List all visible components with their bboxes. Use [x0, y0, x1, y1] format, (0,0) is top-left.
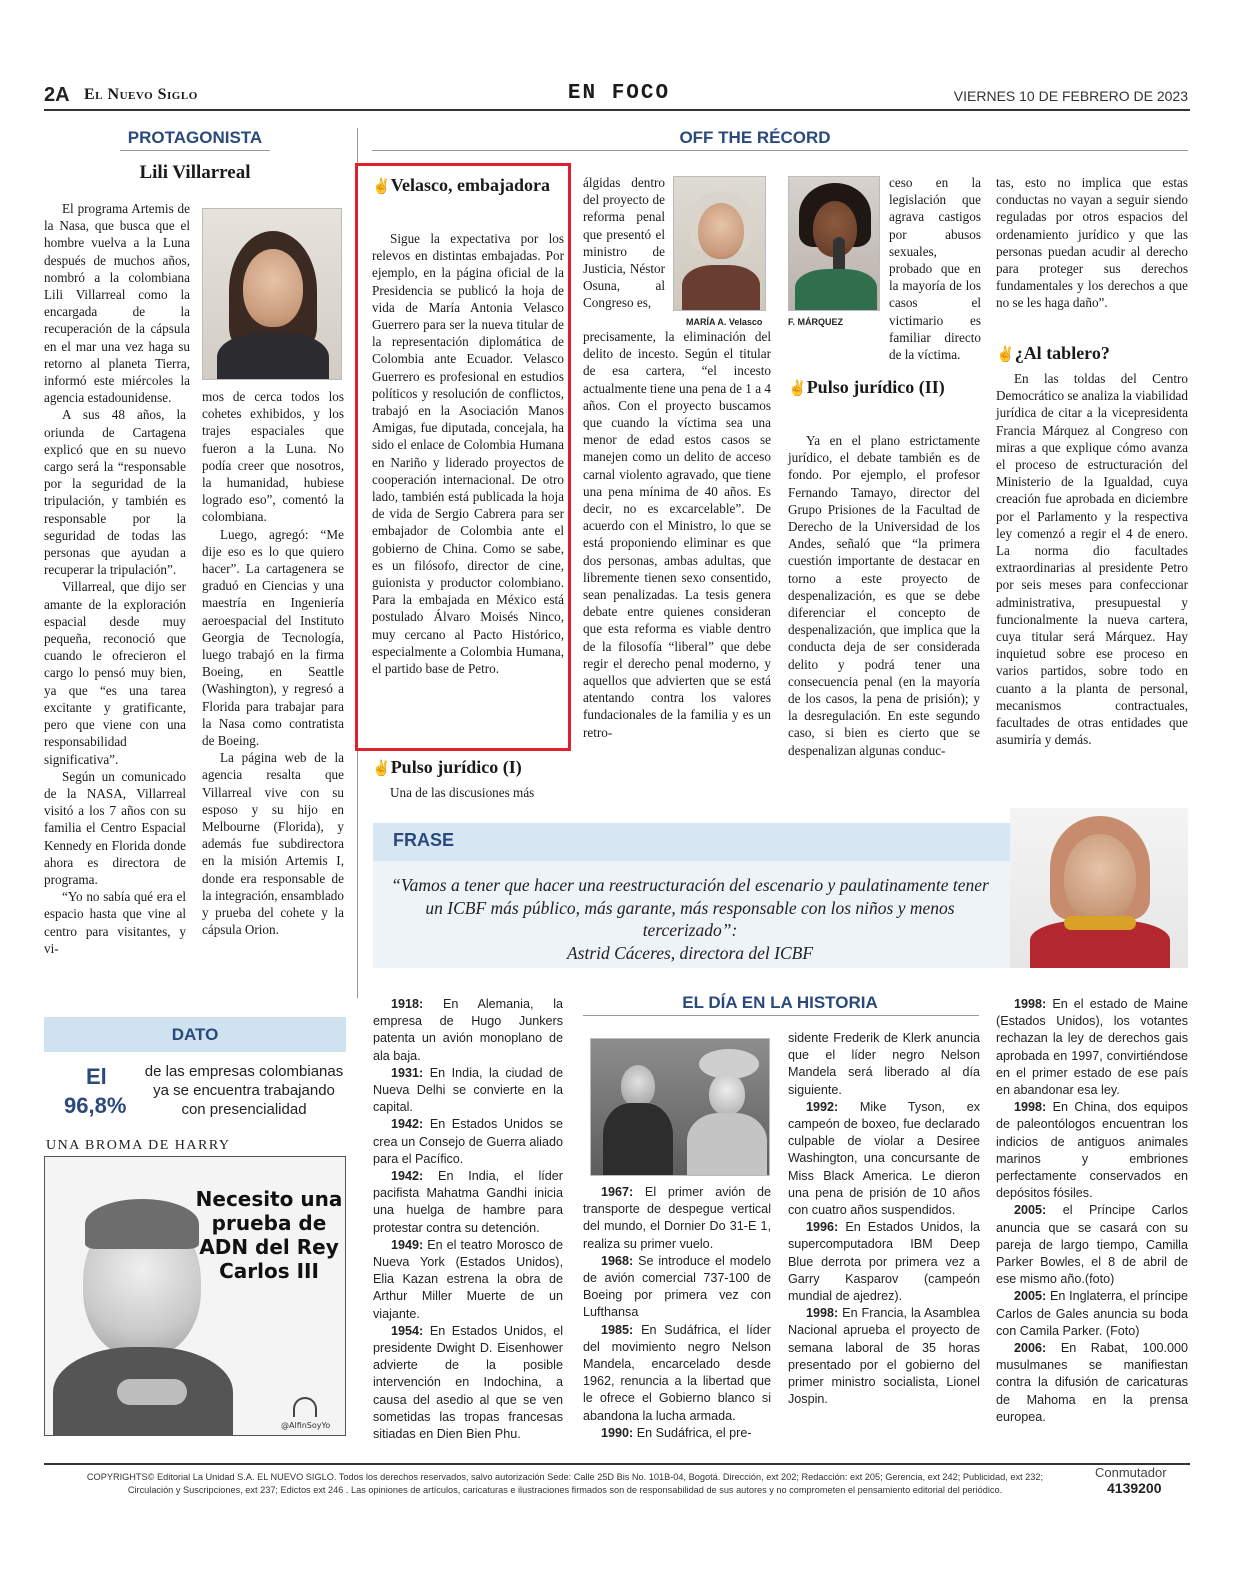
- historia-entry: [583, 1253, 771, 1322]
- protagonista-p8: La página web de la agencia resalta que Villarreal vive con su esposo y su hijo en Melbourne (Florida), y además fue subdirectora en la misión Artemis I, donde era responsable de la integración, ensamblado y prueba del cohete y la cápsula Orion.: [202, 750, 344, 938]
- historia-entry: [373, 1237, 563, 1323]
- historia-year: 1968:: [601, 1253, 634, 1268]
- historia-entry: [373, 1065, 563, 1117]
- historia-entry: [583, 1184, 771, 1253]
- offrecord-col2-text: precisamente, la eliminación del delito de incesto. Según el titular de esa cartera, “el incesto actualmente tiene una pena de 1 a 4 años. Con el proyecto buscamos que cuando la víctima sea una menor de edad estos casos se manejen como un delito de acceso carnal violento agravado, que tiene una pena mínima de 40 años. Es decir, no es excarcelable”. De acuerdo con el Ministro, lo que se está proponiendo eliminar es que dos personas, ambas adultas, que libremente tienen sexo consentido, sean penalizadas. La tesis genera debate entre quienes consideran que esta reforma es viable dentro de la filosofía “liberal” que debe regir el derecho penal moderno, y aquellos que advierten que se está atentando contra los valores fundacionales de la familia y es un retro-: [583, 329, 771, 740]
- historia-text: El primer avión de transporte de despegue vertical del mundo, el Dornier Do 31-E 1, realiza su primer vuelo.: [583, 1185, 772, 1251]
- off-record-underline: [372, 150, 1188, 151]
- victory-hand-icon: ✌: [372, 761, 391, 777]
- historia-entry: [996, 1099, 1188, 1202]
- historia-label: EL DÍA EN LA HISTORIA: [682, 993, 878, 1012]
- historia-year: 1990:: [601, 1425, 634, 1440]
- victory-hand-icon: ✌: [372, 179, 391, 195]
- protagonista-p4: Según un comunicado de la NASA, Villarreal visitó a los 7 años con su familia el Centro Espacial Kennedy en Florida donde ahora es directora de programa.: [44, 768, 186, 887]
- caceres-photo: [1010, 808, 1188, 968]
- historia-entry: [373, 1168, 563, 1237]
- historia-text: En el estado de Maine (Estados Unidos), los votantes rechazan la ley de derechos gais aprobada en 1997, convirtiéndose en el primer estado de ese país en abandonar esa ley.: [996, 997, 1188, 1098]
- frase-author: Astrid Cáceres, directora del ICBF: [566, 942, 814, 963]
- cartoon-speech: Necesito una prueba de ADN del Rey Carlos III: [195, 1187, 343, 1283]
- historia-text: En India, la ciudad de Nueva Delhi se convierte en la capital.: [373, 1065, 563, 1115]
- protagonista-col1: [44, 200, 190, 957]
- cartoon-signature-icon: [293, 1397, 317, 1417]
- footer-rule: [44, 1463, 1190, 1465]
- protagonista-p5: “Yo no sabía qué era el espacio hasta que vine al centro para visitantes, y vi-: [44, 889, 186, 956]
- victory-hand-icon: ✌: [996, 347, 1015, 363]
- protagonista-p1: El programa Artemis de la Nasa, que busca que el hombre vuelva a la Luna después de muchos años, nombró a la colombiana Lili Villarreal como la encargada de la recuperación de la cápsula en el mar una vez haga su retorno al planeta Tierra, informó este miércoles la agencia estadounidense.: [44, 201, 190, 406]
- footer-line2: Circulación y Suscripciones, ext 237; Edictos ext 246 . Las opiniones de artículos, caricaturas e ilustraciones firmados son de responsabilidad de sus autores y no comprometen el pensamiento editorial del periódico.: [127, 1485, 1003, 1495]
- historia-text: el Príncipe Carlos anuncia que se casará con su pareja de largo tiempo, Camilla Parker Bowles, el 8 de abril de ese mismo año.(foto): [996, 1203, 1188, 1287]
- cartoon-illustration: [44, 1156, 346, 1436]
- dato-label: DATO: [171, 1025, 219, 1044]
- cartoon-signature: @AlfinSoyYo: [281, 1421, 331, 1430]
- historia-year: 2005:: [1014, 1203, 1047, 1218]
- offrecord-col3-top-text: ceso en la legislación que agrava castigos por abusos sexuales, probado que en la mayoría de los casos el victimario es familiar directo de la víctima.: [889, 175, 981, 363]
- velasco-photo-face: [698, 203, 744, 259]
- protagonista-p7: Luego, agregó: “Me dije eso es lo que quiero hacer”. La cartagenera se graduó en Ciencias y una maestría en Ingeniería aeroespacial del Instituto Georgia de Tecnología, luego trabajó en la firma Boeing, en Seattle (Washington), y regresó a Florida para trabajar para la Nasa como contratista de Boeing.: [202, 526, 344, 749]
- historia-year: 1985:: [601, 1322, 634, 1337]
- historia-year: 1954:: [391, 1323, 424, 1338]
- historia-text: En Estados Unidos se crea un Consejo de Guerra aliado para el Pacífico.: [373, 1117, 563, 1166]
- photo-clothes: [217, 333, 329, 380]
- historia-text: En el teatro Morosco de Nueva York (Estados Unidos), Elia Kazan estrena la obra de Arthur Miller Muerte de un viajante.: [373, 1237, 563, 1321]
- pulso2-text: Ya en el plano estrictamente jurídico, el debate también es de fondo. Por ejemplo, el profesor Fernando Tamayo, director del Grupo Prisiones de la Facultad de Derecho de la Universidad de los Andes, señaló que “la primera cuestión importante de destacar en torno a este proyecto de despenalización, es que se debe diferenciar el concepto de despenalización, que implica que la conducta deja de ser considerada delito y podrá tener una consecuencia penal (en la mayoría de los casos, la pena de prisión); y la desregulación. En este segundo caso, si bien es cierto que se despenalizan algunas conduc-: [788, 433, 980, 758]
- footer-line1: COPYRIGHTS© Editorial La Unidad S.A. EL NUEVO SIGLO. Todos los derechos reservados, salvo autorización Sede: Calle 25D Bis No. 101B-04, Bogotá. Dirección, ext 202; Redacción: ext 205; Gerencia, ext 242; Publicidad, ext 232;: [86, 1472, 1044, 1482]
- historia-entry: [996, 1202, 1188, 1288]
- page-number: 2A: [44, 84, 70, 106]
- historia-year: 1992:: [806, 1099, 839, 1114]
- tablero-heading: [996, 342, 1188, 366]
- marquez-caption: F. MÁRQUEZ: [788, 317, 843, 327]
- pulso2-title: Pulso jurídico (II): [806, 377, 945, 397]
- historia-text: En Sudáfrica, el líder del movimiento negro Nelson Mandela, encarcelado desde 1962, renuncia a la libertad que le ofrece el Gobierno blanco si abandona la lucha armada.: [583, 1322, 771, 1423]
- historia-year: 1942:: [391, 1117, 424, 1132]
- historia-text: En Alemania, la empresa de Hugo Junkers patenta un avión monoplano de ala baja.: [373, 997, 564, 1063]
- historia-year: 1931:: [391, 1065, 424, 1080]
- charles-camilla-photo: [590, 1038, 770, 1176]
- historia-year: 1949:: [391, 1237, 424, 1252]
- protagonista-p3: Villarreal, que dijo ser amante de la exploración espacial desde muy pequeña, reconoció que cuando le ofrecieron el cargo lo pensó muy bien, ya que “es una tarea excitante y gratificante, pero que viene con una responsabilidad significativa”.: [44, 579, 186, 767]
- protagonista-underline: [120, 150, 270, 151]
- velasco-text: Sigue la expectativa por los relevos en distintas embajadas. Por ejemplo, en la página oficial de la Presidencia se publicó la hoja de vida de María Antonia Velasco Guerrero para ser la nueva titular de la representación diplomática de Colombia ante Ecuador. Velasco Guerrero es profesional en estudios políticos y resolución de conflictos, trabajó en la Asociación Manos Amigas, fue diputada, concejala, ha sido el enlace de Colombia Humana en Nariño y liderado proyectos de cooperación internacional. De otro lado, también está publicada la hoja de vida de Sergio Cabrera para ser embajador de Colombia ante el gobierno de China. Como se sabe, es un filósofo, director de cine, guionista y productor colombiano. Para la embajada en México está postulado Álvaro Moisés Ninco, muy cercano al Pacto Histórico, especialmente a Colombia Humana, el partido base de Petro.: [372, 231, 564, 677]
- protagonista-col2: [202, 388, 344, 939]
- historia-text: En Francia, la Asamblea Nacional aprueba el proyecto de semana laboral de 35 horas presentado por el gobierno del primer ministro socialista, Lionel Jospin.: [788, 1306, 980, 1407]
- tablero-text: En las toldas del Centro Democrático se analiza la viabilidad jurídica de citar a la vicepresidenta Francia Márquez al Congreso con miras a que explique cómo avanza el proceso de estructuración del Ministerio de la Igualdad, cuya creación fue aprobada en diciembre por el Parlamento y la respectiva ley comenzó a regir el 4 de enero. La norma dio facultades extraordinarias al presidente Petro por seis meses para confeccionar administrativa, presupuestal y funcionalmente la nueva cartera, cuya titular será Márquez. Hay inquietud sobre ese proceso en varios partidos, sobre todo en cuanto a la planta de personal, mecanismos contractuales, facultades de otras entidades que asumiría y demás.: [996, 371, 1188, 748]
- protagonista-p6: mos de cerca todos los cohetes exhibidos, y los trajes espaciales que fueron a la Luna. No podía creer que nosotros, la humanidad, hubiese logrado eso”, comentó la colombiana.: [202, 389, 344, 525]
- historia-underline: [583, 1015, 979, 1016]
- offrecord-col2-top-text: álgidas dentro del proyecto de reforma penal que presentó el ministro de Justicia, Néstor Osuna, al Congreso es,: [583, 175, 665, 311]
- historia-entry: [788, 1099, 980, 1219]
- newspaper-name: El Nuevo Siglo: [84, 86, 198, 103]
- offrecord-col4-top: [996, 174, 1188, 312]
- historia-text: En Inglaterra, el príncipe Carlos de Gales anuncia su boda con Camila Parker. (Foto): [996, 1289, 1188, 1338]
- historia-entry: [788, 1305, 980, 1408]
- historia-text: En Estados Unidos, el presidente Dwight D. Eisenhower advierte de la posible intervención en Indochina, a causa del asedio al que se ven sometidas las tropas francesas sitiadas en Dien Bien Phu.: [373, 1323, 563, 1442]
- historia-entry: [583, 1425, 771, 1442]
- historia-entry: [373, 1116, 563, 1168]
- historia-year: 2005:: [1014, 1289, 1047, 1304]
- historia-col3-lead: sidente Frederik de Klerk anuncia que el líder negro Nelson Mandela será liberado al día siguiente.: [788, 1031, 980, 1097]
- dato-value: 96,8%: [64, 1093, 127, 1118]
- historia-entry: [373, 1323, 563, 1443]
- victory-hand-icon: ✌: [788, 381, 807, 397]
- historia-year: 1996:: [806, 1220, 839, 1235]
- historia-text: En China, dos equipos de paleontólogos encuentran los indicios de antiguos animales marinos y embriones perfectamente conservados en depósitos fósiles.: [996, 1100, 1188, 1201]
- protagonista-p2: A sus 48 años, la oriunda de Cartagena explicó que en su nuevo cargo será la “responsable por la seguridad de la tripulación, y también es responsable por la seguridad de todas las personas que ayudan a recuperar la tripulación”.: [44, 407, 186, 578]
- historia-text: En India, el líder pacifista Mahatma Gandhi inicia una huelga de hambre para protestar contra su detención.: [373, 1169, 564, 1235]
- historia-year: 1942:: [391, 1169, 424, 1184]
- marquez-photo: [788, 176, 880, 311]
- caceres-photo-face: [1064, 834, 1136, 922]
- charles-suit: [603, 1103, 673, 1176]
- historia-entry: [788, 1219, 980, 1305]
- historia-text: En Estados Unidos, la supercomputadora IBM Deep Blue derrota por primera vez a Garry Kasparov (campeón mundial de ajedrez).: [788, 1220, 980, 1304]
- off-record-label: OFF THE RÉCORD: [679, 128, 831, 147]
- tablero-title: ¿Al tablero?: [1014, 343, 1110, 363]
- protagonista-label: PROTAGONISTA: [127, 128, 263, 147]
- footer-phone: 4139200: [1107, 1480, 1162, 1496]
- velasco-photo: [673, 176, 766, 311]
- velasco-photo-clothes: [682, 265, 760, 311]
- footer-conmutador-label: Conmutador: [1095, 1465, 1167, 1480]
- historia-col2: [583, 1184, 771, 1442]
- historia-col4: [996, 996, 1188, 1426]
- pulso1-heading: [372, 756, 568, 780]
- pulso2-heading: [788, 376, 980, 400]
- highlight-box: [355, 163, 571, 751]
- cartoon-hair: [85, 1199, 199, 1249]
- offrecord-col2-body: [583, 328, 771, 741]
- historia-entry: [996, 996, 1188, 1099]
- dato-prefix: El: [86, 1064, 107, 1089]
- historia-entry: [996, 1288, 1188, 1340]
- historia-year: 1998:: [1014, 997, 1047, 1011]
- section-title: EN FOCO: [567, 82, 671, 105]
- photo-face: [243, 249, 303, 327]
- caceres-photo-necklace: [1064, 916, 1136, 930]
- historia-text: Mike Tyson, ex campeón de boxeo, fue declarado culpable de violar a Desiree Washington, una concursante de Miss Black America. Le dieron una pena de prisión de 10 años con cuatro años suspendidos.: [788, 1099, 980, 1218]
- camilla-face: [709, 1073, 745, 1115]
- frase-quote-block: [390, 874, 990, 964]
- dato-text: de las empresas colombianas ya se encuentra trabajando con presencialidad: [144, 1063, 344, 1118]
- historia-entry: [373, 996, 563, 1065]
- historia-year: 2006:: [1014, 1341, 1047, 1356]
- villarreal-photo: [202, 208, 342, 380]
- historia-col1: [373, 996, 563, 1443]
- historia-col3: [788, 1030, 980, 1408]
- historia-text: En Rabat, 100.000 musulmanes se manifiestan contra la difusión de caricaturas de Mahoma en la prensa europea.: [996, 1341, 1189, 1424]
- camilla-dress: [687, 1113, 767, 1176]
- marquez-photo-clothes: [795, 269, 877, 311]
- header-rule: [44, 109, 1190, 111]
- cartoon-title: UNA BROMA DE HARRY: [46, 1138, 231, 1153]
- pulso1-title: Pulso jurídico (I): [390, 757, 522, 777]
- offrecord-col2-top: [583, 174, 665, 312]
- frase-quote: “Vamos a tener que hacer una reestructuración del escenario y paulatinamente tener un ICBF más público, más garante, más responsable con los niños y menos tercerizado”:: [391, 875, 989, 940]
- pulso1-body: [372, 784, 564, 801]
- historia-text: En Sudáfrica, el pre-: [636, 1425, 752, 1440]
- velasco-title: Velasco, embajadora: [390, 175, 551, 195]
- historia-year: 1998:: [1014, 1100, 1047, 1115]
- issue-date: VIERNES 10 DE FEBRERO DE 2023: [953, 88, 1188, 104]
- pulso2-body: [788, 432, 980, 759]
- historia-text: Se introduce el modelo de avión comercial 737-100 de Boeing por primera vez con Lufthansa: [583, 1253, 771, 1320]
- pulso1-lead: Una de las discusiones más: [390, 785, 535, 800]
- historia-year: 1998:: [806, 1306, 839, 1321]
- historia-entry: [583, 1322, 771, 1425]
- offrecord-col4-top-text: tas, esto no implica que estas conductas no vayan a seguir siendo reguladas por otros espacios del ordenamiento jurídico y que las personas puedan acudir al derecho para proteger sus derechos fundamentales y los derechos a que no se les haga daño”.: [996, 175, 1188, 311]
- tablero-body: [996, 370, 1188, 748]
- historia-year: 1918:: [391, 997, 424, 1011]
- frase-label: FRASE: [393, 830, 455, 850]
- protagonista-name: Lili Villarreal: [139, 162, 251, 183]
- velasco-caption: MARÍA A. Velasco: [686, 317, 763, 327]
- cartoon-hand: [117, 1379, 187, 1405]
- charles-face: [621, 1065, 655, 1107]
- historia-entry: [996, 1340, 1188, 1426]
- historia-year: 1967:: [601, 1185, 634, 1199]
- footer-copyright: [80, 1471, 1050, 1497]
